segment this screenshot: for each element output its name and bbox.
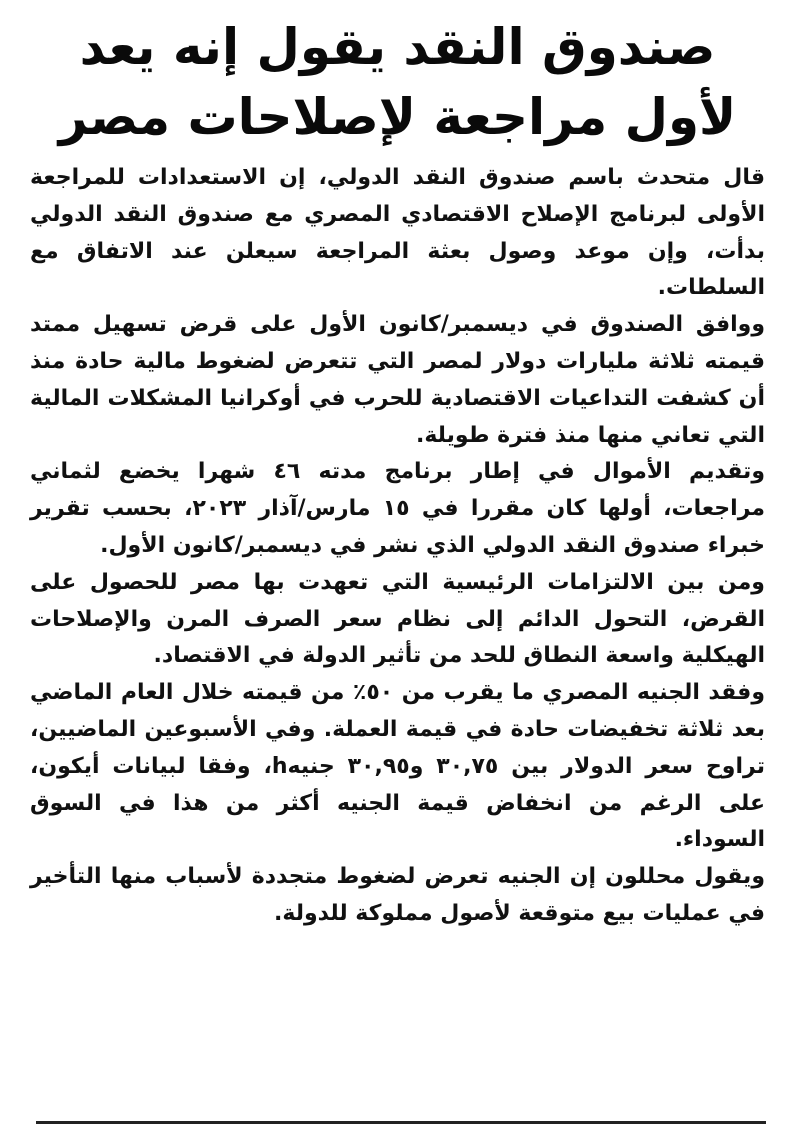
article-headline bbox=[30, 12, 765, 152]
paragraph-2: ووافق الصندوق في ديسمبر/كانون الأول على قرض تسهيل ممتد قيمته ثلاثة مليارات دولار لمصر التي تتعرض لضغوط مالية حادة منذ أن كشفت التداعيات الاقتصادية للحرب في أوكرانيا المشكلات المالية التي تعاني منها منذ فترة طويلة. bbox=[30, 312, 765, 448]
news-article bbox=[30, 12, 765, 933]
paragraph-4: ومن بين الالتزامات الرئيسية التي تعهدت بها مصر للحصول على القرض، التحول الدائم إلى نظام سعر الصرف المرن والإصلاحات الهيكلية واسعة النطاق للحد من تأثير الدولة في الاقتصاد. bbox=[30, 569, 765, 669]
headline-line-2: لأول مراجعة لإصلاحات مصر bbox=[58, 88, 737, 146]
article-body bbox=[30, 160, 765, 933]
headline-line-1: صندوق النقد يقول إنه يعد bbox=[79, 18, 716, 76]
paragraph-3: وتقديم الأموال في إطار برنامج مدته ٤٦ شهرا يخضع لثماني مراجعات، أولها كان مقررا في ١٥ مارس/آذار ٢٠٢٣، بحسب تقرير خبراء صندوق النقد الدولي الذي نشر في ديسمبر/كانون الأول. bbox=[30, 459, 766, 558]
paragraph-5: وفقد الجنيه المصري ما يقرب من ٥٠٪ من قيمته خلال العام الماضي بعد ثلاثة تخفيضات حادة في قيمة العملة. وفي الأسبوعين الماضيين، تراوح سعر الدولار بين ٣٠,٧٥ و٣٠,٩٥ جنيهh، وفقا لبيانات أيكون، على الرغم من انخفاض قيمة الجنيه أكثر من هذا في السوق السوداء. bbox=[30, 680, 765, 853]
paragraph-6: ويقول محللون إن الجنيه تعرض لضغوط متجددة لأسباب منها التأخير في عمليات بيع متوقعة لأصول مملوكة للدولة. bbox=[30, 864, 765, 926]
paragraph-1: قال متحدث باسم صندوق النقد الدولي، إن الاستعدادات للمراجعة الأولى لبرنامج الإصلاح الاقتصادي المصري مع صندوق النقد الدولي بدأت، وإن موعد وصول بعثة المراجعة سيعلن عند الاتفاق مع السلطات. bbox=[30, 165, 765, 301]
bottom-divider bbox=[36, 1121, 766, 1124]
